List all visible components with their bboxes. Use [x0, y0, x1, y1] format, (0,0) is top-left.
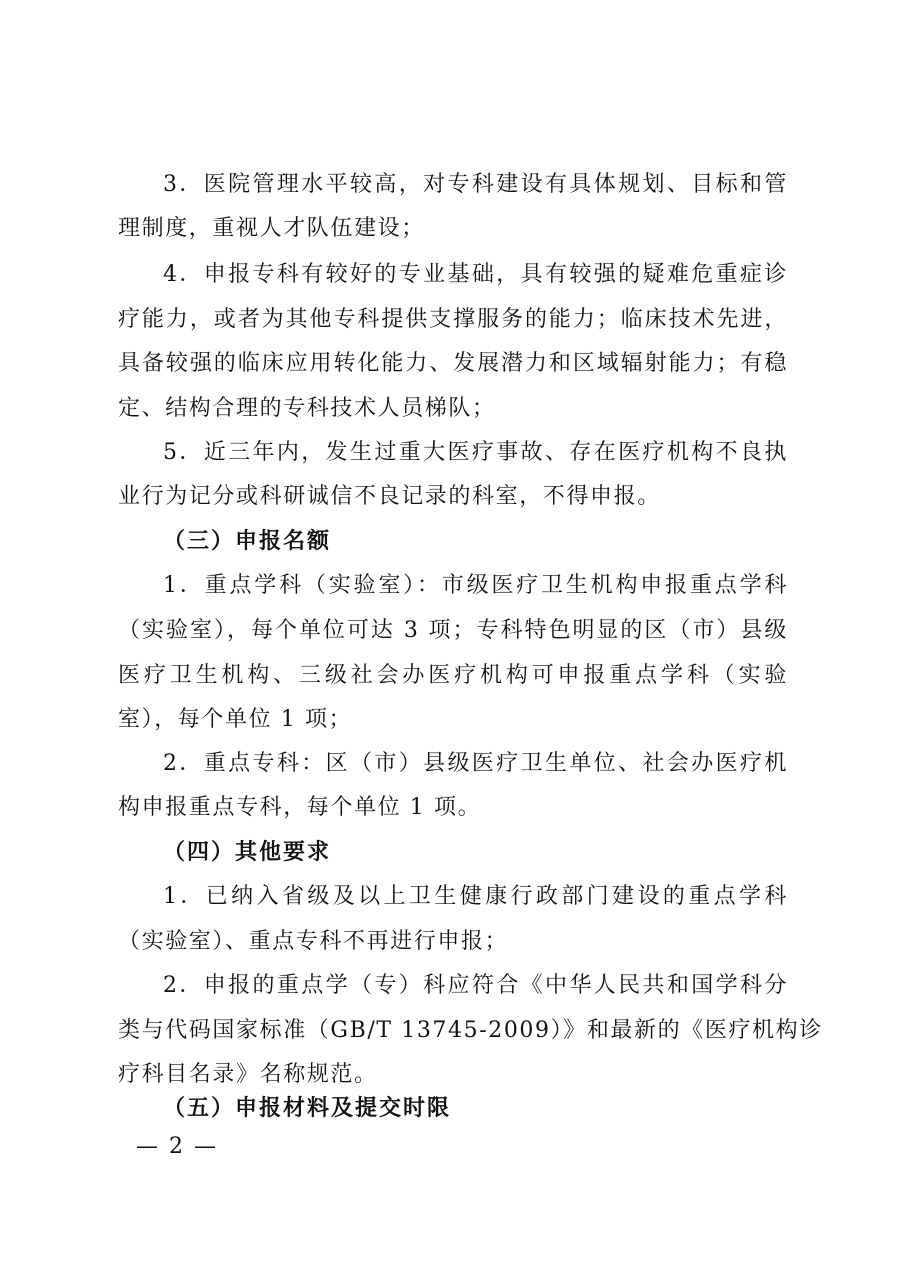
section-heading-other-requirements: （四）其他要求 [163, 840, 332, 865]
requirement-2-line-3: 疗科目名录》名称规范。 [118, 1062, 378, 1087]
paragraph-3-line-1: 3．医院管理水平较高，对专科建设有具体规划、目标和管 [163, 172, 788, 197]
requirement-2-line-1: 2．申报的重点学（专）科应符合《中华人民共和国学科分 [163, 973, 788, 998]
requirement-1-line-2: （实验室）、重点专科不再进行申报； [118, 929, 509, 954]
paragraph-4-line-4: 定、结构合理的专科技术人员梯队； [118, 396, 496, 421]
section-heading-materials: （五）申报材料及提交时限 [163, 1096, 452, 1121]
quota-item-1-line-2: （实验室），每个单位可达 3 项；专科特色明显的区（市）县级 [118, 618, 788, 643]
page-number: — 2 — [136, 1134, 218, 1159]
paragraph-4-line-3: 具备较强的临床应用转化能力、发展潜力和区域辐射能力；有稳 [118, 351, 788, 376]
requirement-2-line-2: 类与代码国家标准（GB/T 13745-2009）》和最新的《医疗机构诊 [118, 1018, 823, 1043]
quota-item-2-line-2: 构申报重点专科，每个单位 1 项。 [118, 795, 482, 820]
paragraph-3-line-2: 理制度，重视人才队伍建设； [118, 216, 425, 241]
quota-item-1-line-3: 医疗卫生机构、三级社会办医疗机构可申报重点学科（实验 [118, 663, 788, 688]
paragraph-5-line-2: 业行为记分或科研诚信不良记录的科室，不得申报。 [118, 484, 661, 509]
paragraph-5-line-1: 5．近三年内，发生过重大医疗事故、存在医疗机构不良执 [163, 440, 788, 465]
quota-item-1-line-1: 1．重点学科（实验室）：市级医疗卫生机构申报重点学科 [163, 573, 788, 598]
quota-item-2-line-1: 2．重点专科：区（市）县级医疗卫生单位、社会办医疗机 [163, 751, 788, 776]
paragraph-4-line-2: 疗能力，或者为其他专科提供支撑服务的能力；临床技术先进， [118, 307, 788, 332]
paragraph-4-line-1: 4．申报专科有较好的专业基础，具有较强的疑难危重症诊 [163, 262, 788, 287]
section-heading-quota: （三）申报名额 [163, 529, 332, 554]
quota-item-1-line-4: 室），每个单位 1 项； [118, 707, 353, 732]
requirement-1-line-1: 1．已纳入省级及以上卫生健康行政部门建设的重点学科 [163, 884, 788, 909]
